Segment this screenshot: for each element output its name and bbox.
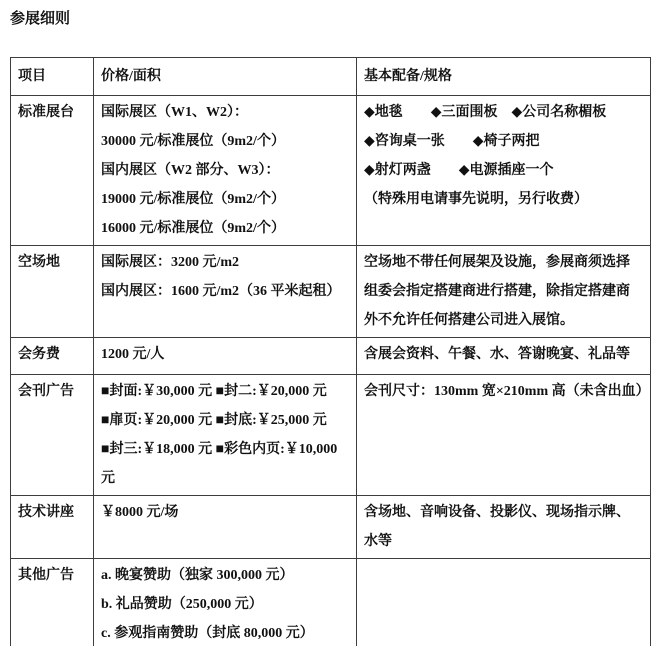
price-line: b. 礼品赞助（250,000 元） — [101, 597, 263, 612]
item-label: 标准展台 — [18, 105, 74, 120]
spec-line: ◆射灯两盏 ◆电源插座一个 — [364, 163, 554, 178]
price-line: a. 晚宴赞助（独家 300,000 元） — [101, 568, 294, 583]
price-line: 19000 元/标准展位（9m2/个） — [101, 192, 285, 207]
price-line: ■封三:￥18,000 元 ■彩色内页:￥10,000 — [101, 442, 338, 457]
page-title: 参展细则 — [10, 11, 71, 27]
spec-cell — [357, 338, 651, 375]
item-label: 其他广告 — [18, 568, 74, 583]
price-line: 元 — [101, 471, 115, 486]
spec-line: （特殊用电请事先说明，另行收费） — [364, 192, 588, 207]
spec-line: ◆咨询桌一张 ◆椅子两把 — [364, 134, 540, 149]
price-line: 国际展区：3200 元/m2 — [101, 255, 240, 270]
spec-cell — [357, 246, 651, 338]
item-cell — [11, 338, 94, 375]
spec-cell-empty — [357, 559, 651, 646]
table-row-conference-fee — [11, 338, 651, 375]
table-row-standard-booth — [11, 96, 651, 246]
price-cell — [94, 559, 357, 646]
price-line: 30000 元/标准展位（9m2/个） — [101, 134, 285, 149]
price-line: 国际展区（W1、W2）： — [101, 105, 248, 120]
price-line: 1200 元/人 — [101, 347, 165, 362]
item-cell — [11, 375, 94, 496]
spec-cell — [357, 96, 651, 246]
spec-cell — [357, 496, 651, 559]
price-line: c. 参观指南赞助（封底 80,000 元） — [101, 626, 314, 641]
table-header-row — [11, 58, 651, 96]
table-row-raw-space — [11, 246, 651, 338]
item-label: 会刊广告 — [18, 384, 74, 399]
spec-text: 含场地、音响设备、投影仪、现场指示牌、水等 — [364, 505, 630, 549]
header-spec: 基本配备/规格 — [357, 58, 651, 96]
spec-text: 会刊尺寸：130mm 宽×210mm 高（未含出血） — [364, 384, 650, 399]
price-line: 国内展区（W2 部分、W3）： — [101, 163, 280, 178]
spec-text: 含展会资料、午餐、水、答谢晚宴、礼品等 — [364, 347, 630, 362]
price-cell — [94, 246, 357, 338]
price-cell — [94, 338, 357, 375]
spec-text: 空场地不带任何展架及设施，参展商须选择组委会指定搭建商进行搭建，除指定搭建商外不允许任何搭建公司进入展馆。 — [364, 255, 630, 328]
header-item: 项目 — [11, 58, 94, 96]
item-cell — [11, 496, 94, 559]
spec-line: ◆地毯 ◆三面围板 ◆公司名称楣板 — [364, 105, 607, 120]
table-row-journal-ads — [11, 375, 651, 496]
price-cell — [94, 375, 357, 496]
item-cell — [11, 559, 94, 646]
price-cell — [94, 496, 357, 559]
price-cell — [94, 96, 357, 246]
item-label: 空场地 — [18, 255, 60, 270]
price-line: ■扉页:￥20,000 元 ■封底:￥25,000 元 — [101, 413, 327, 428]
item-label: 会务费 — [18, 347, 60, 362]
item-cell — [11, 246, 94, 338]
price-line: ■封面:￥30,000 元 ■封二:￥20,000 元 — [101, 384, 327, 399]
exhibition-rules-table — [10, 57, 651, 646]
table-row-tech-lecture — [11, 496, 651, 559]
table-row-other-ads — [11, 559, 651, 646]
price-line: 16000 元/标准展位（9m2/个） — [101, 221, 285, 236]
item-label: 技术讲座 — [18, 505, 74, 520]
price-line: ￥8000 元/场 — [101, 505, 179, 520]
header-price-area: 价格/面积 — [94, 58, 357, 96]
price-line: 国内展区：1600 元/m2（36 平米起租） — [101, 284, 341, 299]
item-cell — [11, 96, 94, 246]
spec-cell — [357, 375, 651, 496]
